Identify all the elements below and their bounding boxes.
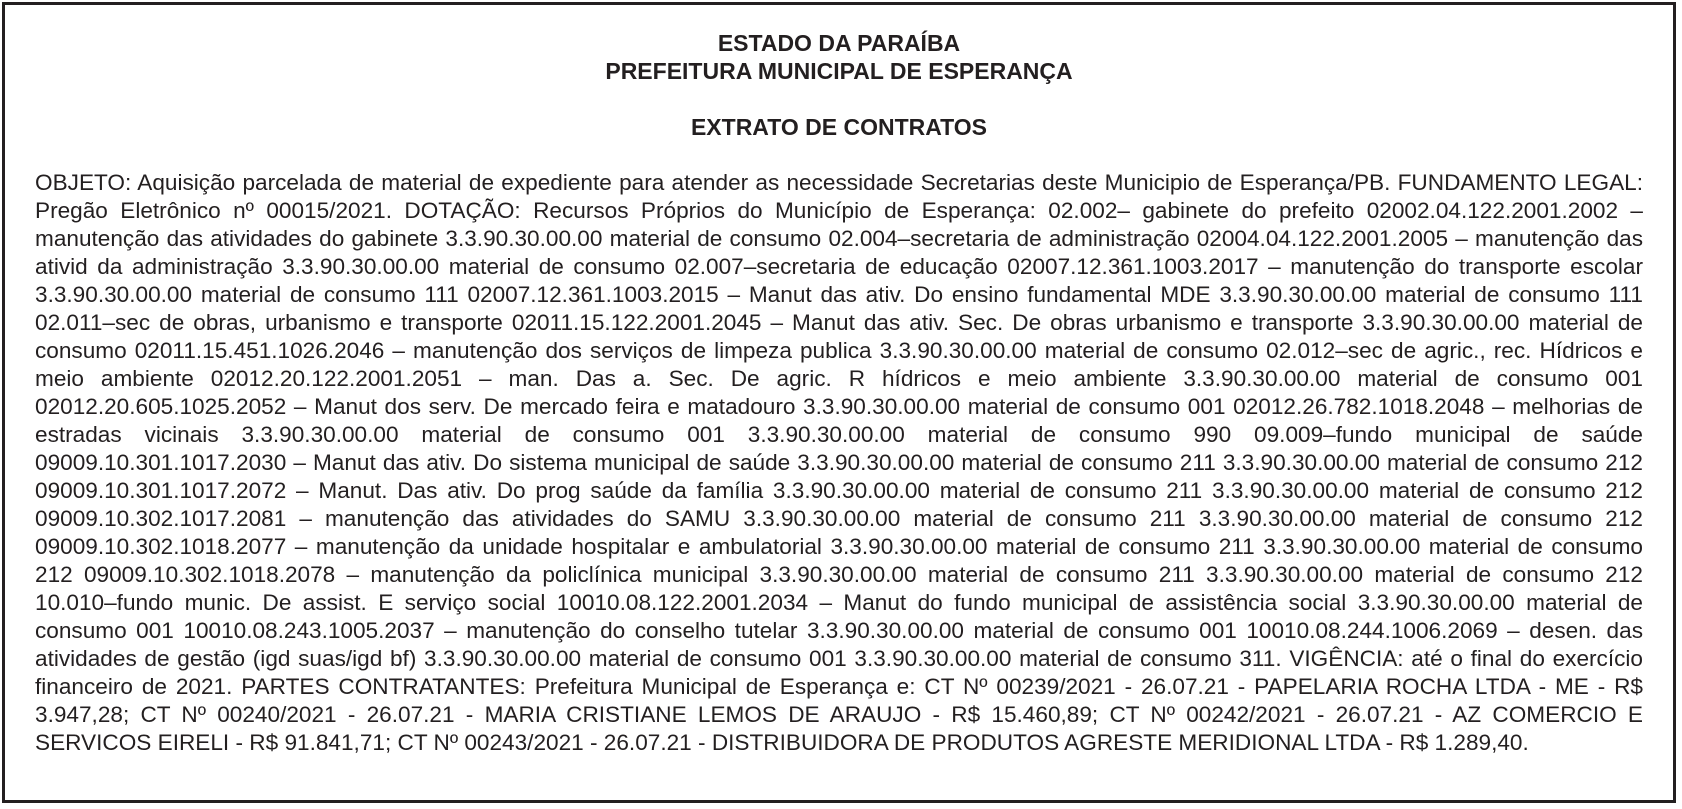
municipality-heading: PREFEITURA MUNICIPAL DE ESPERANÇA	[605, 58, 1073, 84]
document-title: EXTRATO DE CONTRATOS	[690, 114, 988, 140]
contract-extract-body: OBJETO: Aquisição parcelada de material de expediente para atender as necessidade Secretarias deste Municipio de Esperança/PB. FUNDAMENTO LEGAL: Pregão Eletrônico nº 00015/2021. DOTAÇÃO: Recursos Próprios do Município de Esperança: 02.002– gabinete do prefeito 02002.04.122.2001.2002 – manutenção das atividades do gabinete 3.3.90.30.00.00 material de consumo 02.004–secretaria de administração 02004.04.122.2001.2005 – manutenção das ativid da administração 3.3.90.30.00.00 material de consumo 02.007–secretaria de educação 02007.12.361.1003.2017 – manutenção do transporte escolar 3.3.90.30.00.00 material de consumo 111 02007.12.361.1003.2015 – Manut das ativ. Do ensino fundamental MDE 3.3.90.30.00.00 material de consumo 111 02.011–sec de obras, urbanismo e transporte 02011.15.122.2001.2045 – Manut das ativ. Sec. De obras urbanismo e transporte 3.3.90.30.00.00 material de consumo 02011.15.451.1026.2046 – manutenção dos serviços de limpeza publica 3.3.90.30.00.00 material de consumo 02.012–sec de agric., rec. Hídricos e meio ambiente 02012.20.122.2001.2051 – man. Das a. Sec. De agric. R hídricos e meio ambiente 3.3.90.30.00.00 material de consumo 001 02012.20.605.1025.2052 – Manut dos serv. De mercado feira e matadouro 3.3.90.30.00.00 material de consumo 001 02012.26.782.1018.2048 – melhorias de estradas vicinais 3.3.90.30.00.00 material de consumo 001 3.3.90.30.00.00 material de consumo 990 09.009–fundo municipal de saúde 09009.10.301.1017.2030 – Manut das ativ. Do sistema municipal de saúde 3.3.90.30.00.00 material de consumo 211 3.3.90.30.00.00 material de consumo 212 09009.10.301.1017.2072 – Manut. Das ativ. Do prog saúde da família 3.3.90.30.00.00 material de consumo 211 3.3.90.30.00.00 material de consumo 212 09009.10.302.1017.2081 – manutenção das atividades do SAMU 3.3.90.30.00.00 material de consumo 211 3.3.90.30.00.00 material de consumo 212 09009.10.302.1018.2077 – manutenção da unidade hospitalar e ambulatorial 3.3.90.30.00.00 material de consumo 211 3.3.90.30.00.00 material de consumo 212 09009.10.302.1018.2078 – manutenção da policlínica municipal 3.3.90.30.00.00 material de consumo 211 3.3.90.30.00.00 material de consumo 212 10.010–fundo munic. De assist. E serviço social 10010.08.122.2001.2034 – Manut do fundo municipal de assistência social 3.3.90.30.00.00 material de consumo 001 10010.08.243.1005.2037 – manutenção do conselho tutelar 3.3.90.30.00.00 material de consumo 001 10010.08.244.1006.2069 – desen. das atividades de gestão (igd suas/igd bf) 3.3.90.30.00.00 material de consumo 001 3.3.90.30.00.00 material de consumo 311. VIGÊNCIA: até o final do exercício financeiro de 2021. PARTES CONTRATANTES: Prefeitura Municipal de Esperança e: CT Nº 00239/2021 - 26.07.21 - PAPELARIA ROCHA LTDA - ME - R$ 3.947,28; CT Nº 00240/2021 - 26.07.21 - MARIA CRISTIANE LEMOS DE ARAUJO - R$ 15.460,89; CT Nº 00242/2021 - 26.07.21 - AZ COMERCIO E SERVICOS EIRELI - R$ 91.841,71; CT Nº 00243/2021 - 26.07.21 - DISTRIBUIDORA DE PRODUTOS AGRESTE MERIDIONAL LTDA - R$ 1.289,40.	[35, 170, 1643, 755]
state-heading: ESTADO DA PARAÍBA	[717, 30, 961, 56]
notice-frame	[2, 2, 1676, 803]
